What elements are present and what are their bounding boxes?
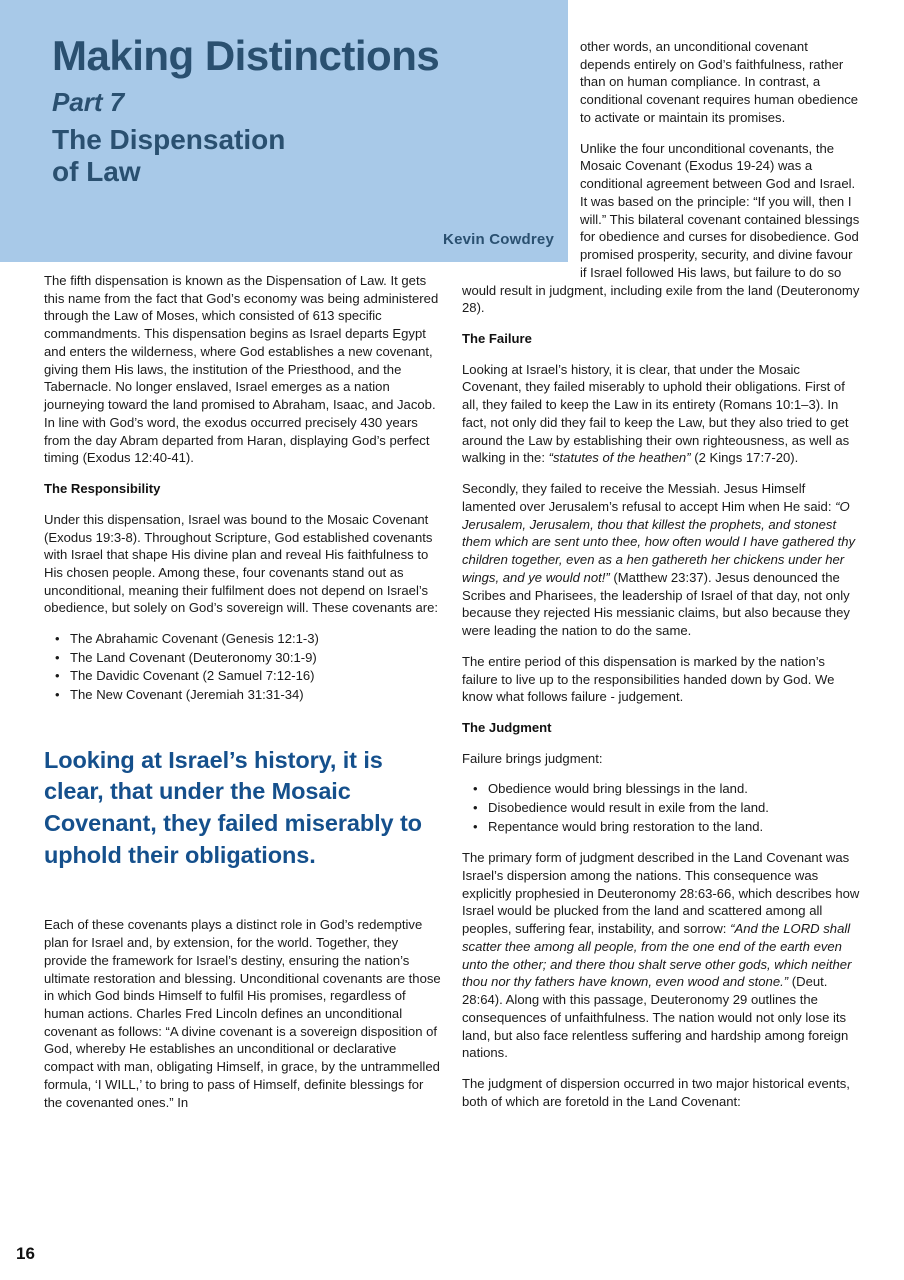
article-subtitle-line1: The Dispensation [52, 124, 286, 156]
page-number: 16 [16, 1244, 35, 1263]
paragraph-failure-summary: The entire period of this dispensation is marked by the nation’s failure to live up to the responsibilities handed down by God. We know what follows failure - judgement. [462, 653, 835, 705]
list-item: • Disobedience would result in exile from the land. [488, 799, 860, 818]
paragraph-failure-messiah [462, 480, 860, 640]
list-item: • The New Covenant (Jeremiah 31:31-34) [70, 686, 442, 705]
pull-quote: Looking at Israel’s history, it is clear, that under the Mosaic Covenant, they failed miserably to uphold their obligations. [44, 746, 422, 869]
heading-the-responsibility: The Responsibility [44, 481, 161, 497]
paragraph-unconditional-definition: other words, an unconditional covenant depends entirely on God’s faithfulness, rather than on human compliance. In contrast, a conditional covenant requires human obedience to activate or maintain its promises. [580, 39, 859, 125]
failure-messiah-text-a: Secondly, they failed to receive the Messiah. Jesus Himself lamented over Jerusalem’s refusal to accept Him when He said: [462, 481, 836, 514]
paragraph-responsibility: Under this dispensation, Israel was bound to the Mosaic Covenant (Exodus 19:3-8). Throughout Scripture, God established covenants with Israel that shape His divine plan and reveal His faithfulness to His chosen people. Among these, four covenants stand out as unconditional, meaning their fulfilment does not depend on Israel’s obedience, but solely on God’s sovereign will. These covenants are: [44, 511, 439, 616]
article-masthead [0, 0, 568, 262]
article-subtitle [52, 124, 554, 187]
left-column [44, 272, 442, 1124]
failure-law-text-a: Looking at Israel’s history, it is clear, that under the Mosaic Covenant, they failed miserably to uphold their obligations. First of all, they failed to keep the Law in its entirety (Romans 10:1–3). In fact, not only did they fail to keep the Law, but they also tried to get around the Law by establishing their own righteousness, as well as walking in the: [462, 361, 850, 466]
list-item: • Repentance would bring restoration to the land. [488, 818, 860, 837]
article-subtitle-line2: of Law [52, 155, 141, 187]
scripture-quote-2kings: “statutes of the heathen” [548, 450, 691, 466]
paragraph-failure-law [462, 361, 860, 467]
covenant-list [44, 630, 442, 704]
list-item: • The Land Covenant (Deuteronomy 30:1-9) [70, 649, 442, 668]
dispersion-text-b: (Deut. 28:64). Along with this passage, Deuteronomy 29 outlines the consequences of unfaithfulness. The nation would not only lose its land, but also face relentless suffering and hardship among foreign nations. [462, 974, 849, 1061]
heading-the-judgment: The Judgment [462, 719, 552, 735]
paragraph-mosaic-covenant: Unlike the four unconditional covenants, the Mosaic Covenant (Exodus 19-24) was a conditional agreement between God and Israel. It was based on the principle: “If you will, then I will.” This bilateral covenant contained blessings for obedience and curses for disobedience. God promised prosperity, security, and divine favour if Israel followed His laws, but failure to do so would result in judgment, including exile from the land (Deuteronomy 28). [462, 140, 860, 316]
paragraph-two-events: The judgment of dispersion occurred in two major historical events, both of which are foretold in the Land Covenant: [462, 1075, 850, 1109]
article-part-label: Part 7 [52, 86, 125, 117]
list-item: • The Abrahamic Covenant (Genesis 12:1-3) [70, 630, 442, 649]
paragraph-judgment-intro: Failure brings judgment: [462, 750, 603, 766]
paragraph-dispersion [462, 849, 860, 1062]
heading-the-failure: The Failure [462, 331, 532, 347]
scripture-quote-matthew: “O Jerusalem, Jerusalem, thou that killest the prophets, and stonest them which are sent unto thee, how often would I have gathered thy children together, even as a hen gathereth her chickens under her wings, and ye would not!” [462, 498, 856, 585]
paragraph-covenant-roles: Each of these covenants plays a distinct role in God’s redemptive plan for Israel and, by extension, for the world. Together, they provide the framework for Israel’s destiny, ensuring the nation’s ultimate restoration and blessing. Unconditional covenants are those in which God binds Himself to fulfil His promises, regardless of human actions. Charles Fred Lincoln defines an unconditional covenant as follows: “A divine covenant is a sovereign disposition of God, whereby He establishes an unconditional or declarative compact with man, obligating Himself, in grace, by the untrammelled formula, ‘I WILL,’ to bring to pass of Himself, definite blessings for the covenanted ones.” In [44, 917, 441, 1110]
article-byline: Kevin Cowdrey [443, 231, 554, 248]
scripture-quote-deuteronomy: “And the LORD shall scatter thee among all people, from the one end of the earth even unto the other; and there thou shalt serve other gods, which neither thou nor thy fathers have known, even wood and stone.” [462, 921, 852, 990]
judgment-list [462, 780, 860, 836]
paragraph-intro: The fifth dispensation is known as the Dispensation of Law. It gets this name from the fact that God’s economy was being administered through the Law of Moses, which consisted of 613 specific commandments. This dispensation begins as Israel departs Egypt and enters the wilderness, where God establishes a new covenant, giving them His laws, the institution of the Priesthood, and the Tabernacle. No longer enslaved, Israel emerges as a nation journeying toward the land promised to Abraham, Isaac, and Jacob. In line with God’s word, the exodus occurred precisely 430 years from the day Abram departed from Haran, displaying God’s perfect timing (Exodus 12:40-41). [44, 273, 439, 466]
list-item: • Obedience would bring blessings in the land. [488, 780, 860, 799]
dispersion-text-a: The primary form of judgment described in the Land Covenant was Israel’s dispersion among the nations. This consequence was explicitly prophesied in Deuteronomy 28:63-66, which describes how Israel would be plucked from the land and scattered among all peoples, suffering fear, instability, and sorrow: [462, 850, 860, 937]
list-item: • The Davidic Covenant (2 Samuel 7:12-16) [70, 667, 442, 686]
article-title: Making Distinctions [52, 32, 440, 79]
failure-messiah-text-b: (Matthew 23:37). Jesus denounced the Scribes and Pharisees, the leadership of Israel of that day, not only because they rejected His messianic claims, but also because they were leading the nation to do the same. [462, 569, 850, 639]
failure-law-text-b: (2 Kings 17:7-20). [690, 450, 799, 466]
